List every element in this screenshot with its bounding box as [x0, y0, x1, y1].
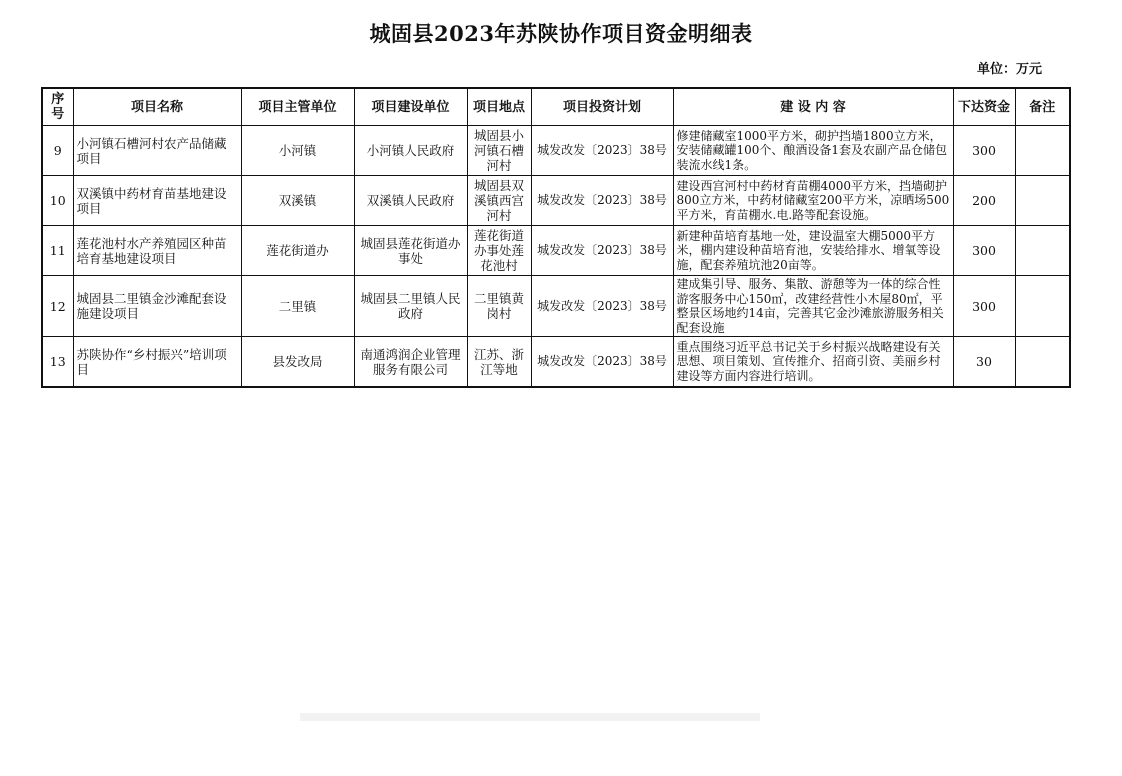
- row-location: 江苏、浙江等地: [467, 337, 531, 388]
- row-location: 莲花街道办事处莲花池村: [467, 226, 531, 276]
- row-funds: 300: [953, 126, 1015, 176]
- row-dept: 县发改局: [241, 337, 354, 388]
- table-row: [42, 176, 1070, 226]
- row-funds: 300: [953, 226, 1015, 276]
- row-builder: 南通鸿润企业管理服务有限公司: [354, 337, 467, 388]
- row-funds: 200: [953, 176, 1015, 226]
- row-remark: [1015, 226, 1070, 276]
- row-builder: 城固县二里镇人民政府: [354, 276, 467, 337]
- row-no: 12: [42, 276, 73, 337]
- row-plan: 城发改发〔2023〕38号: [531, 126, 673, 176]
- header-remark: 备注: [1015, 88, 1070, 126]
- row-no: 13: [42, 337, 73, 388]
- row-content: 修建储藏室1000平方米，砌护挡墙1800立方米，安装储藏罐100个、酿酒设备1套及农副产品仓储包装流水线1条。: [673, 126, 953, 176]
- row-dept: 小河镇: [241, 126, 354, 176]
- row-location: 城固县双溪镇西宫河村: [467, 176, 531, 226]
- row-plan: 城发改发〔2023〕38号: [531, 337, 673, 388]
- row-remark: [1015, 176, 1070, 226]
- row-dept: 双溪镇: [241, 176, 354, 226]
- row-builder: 双溪镇人民政府: [354, 176, 467, 226]
- row-content: 重点围绕习近平总书记关于乡村振兴战略建设有关思想、项目策划、宣传推介、招商引资、美丽乡村建设等方面内容进行培训。: [673, 337, 953, 388]
- row-no: 11: [42, 226, 73, 276]
- table-header-row: [42, 88, 1070, 126]
- row-remark: [1015, 276, 1070, 337]
- header-funds: 下达资金: [953, 88, 1015, 126]
- table-row: [42, 126, 1070, 176]
- table-row: [42, 276, 1070, 337]
- row-no: 9: [42, 126, 73, 176]
- row-plan: 城发改发〔2023〕38号: [531, 276, 673, 337]
- row-project-name: 莲花池村水产养殖园区种苗培育基地建设项目: [73, 226, 241, 276]
- row-funds: 300: [953, 276, 1015, 337]
- row-project-name: 城固县二里镇金沙滩配套设施建设项目: [73, 276, 241, 337]
- header-location: 项目地点: [467, 88, 531, 126]
- header-content: 建 设 内 容: [673, 88, 953, 126]
- unit-label: 单位：万元: [976, 62, 1042, 77]
- row-location: 二里镇黄岗村: [467, 276, 531, 337]
- row-dept: 二里镇: [241, 276, 354, 337]
- scan-smudge: [300, 713, 760, 721]
- row-dept: 莲花街道办: [241, 226, 354, 276]
- header-builder: 项目建设单位: [354, 88, 467, 126]
- header-plan: 项目投资计划: [531, 88, 673, 126]
- row-builder: 小河镇人民政府: [354, 126, 467, 176]
- row-content: 建设西宫河村中药材育苗棚4000平方米，挡墙砌护800立方米，中药材储藏室200平方米，凉晒场500平方米，育苗棚水.电.路等配套设施。: [673, 176, 953, 226]
- row-no: 10: [42, 176, 73, 226]
- row-remark: [1015, 337, 1070, 388]
- row-plan: 城发改发〔2023〕38号: [531, 176, 673, 226]
- row-funds: 30: [953, 337, 1015, 388]
- table-row: [42, 337, 1070, 388]
- table-row: [42, 226, 1070, 276]
- header-name: 项目名称: [73, 88, 241, 126]
- row-project-name: 小河镇石槽河村农产品储藏项目: [73, 126, 241, 176]
- row-project-name: 苏陕协作“乡村振兴”培训项目: [73, 337, 241, 388]
- row-project-name: 双溪镇中药材育苗基地建设项目: [73, 176, 241, 226]
- row-content: 建成集引导、服务、集散、游憩等为一体的综合性游客服务中心150㎡，改建经营性小木屋80㎡，平整景区场地约14亩，完善其它金沙滩旅游服务相关配套设施: [673, 276, 953, 337]
- header-no: 序号: [42, 88, 73, 126]
- row-plan: 城发改发〔2023〕38号: [531, 226, 673, 276]
- header-dept: 项目主管单位: [241, 88, 354, 126]
- row-location: 城固县小河镇石槽河村: [467, 126, 531, 176]
- funds-table: [41, 87, 1071, 388]
- row-content: 新建种苗培育基地一处，建设温室大棚5000平方米，棚内建设种苗培育池，安装给排水、增氧等设施，配套养殖坑池20亩等。: [673, 226, 953, 276]
- row-remark: [1015, 126, 1070, 176]
- row-builder: 城固县莲花街道办事处: [354, 226, 467, 276]
- document-title: 城固县2023年苏陕协作项目资金明细表: [369, 21, 753, 46]
